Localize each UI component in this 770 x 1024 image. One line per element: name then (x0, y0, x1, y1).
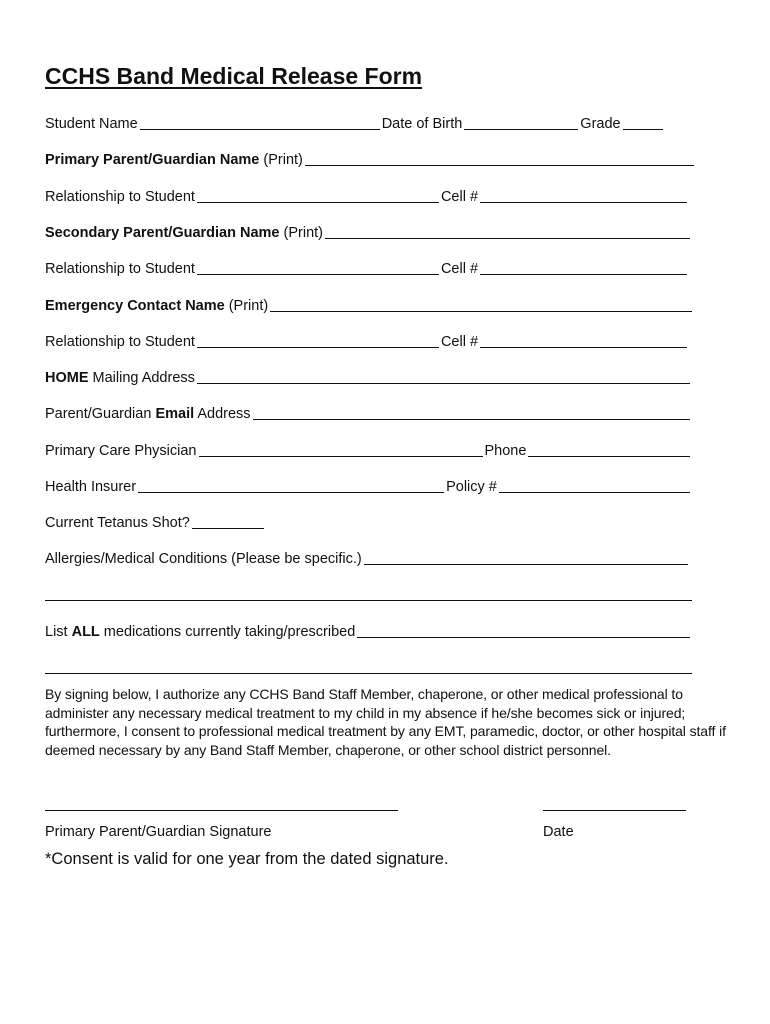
medications-prefix-label: List (45, 624, 72, 640)
home-label: HOME (45, 370, 89, 386)
student-name-label: Student Name (45, 116, 138, 132)
signature-label: Primary Parent/Guardian Signature (45, 824, 272, 840)
mailing-address-label: Mailing Address (88, 370, 195, 386)
secondary-cell-field[interactable] (480, 274, 687, 275)
policy-field[interactable] (499, 492, 690, 493)
primary-cell-label: Cell # (440, 189, 479, 205)
email-suffix-label: Address (194, 406, 251, 422)
physician-row (45, 440, 692, 460)
grade-label: Grade (580, 116, 621, 132)
medications-field[interactable] (357, 637, 690, 638)
email-row (45, 403, 692, 423)
student-name-field[interactable] (140, 129, 380, 130)
date-of-birth-label: Date of Birth (381, 116, 463, 132)
secondary-relationship-label: Relationship to Student (45, 261, 195, 277)
emergency-contact-relationship-row (45, 331, 689, 351)
tetanus-field[interactable] (192, 528, 264, 529)
secondary-guardian-name-row (45, 222, 692, 242)
allergies-label: Allergies/Medical Conditions (Please be specific.) (45, 551, 362, 567)
email-prefix-label: Parent/Guardian (45, 406, 156, 422)
primary-relationship-field[interactable] (197, 202, 439, 203)
health-insurer-field[interactable] (138, 492, 444, 493)
secondary-guardian-name-label: Secondary Parent/Guardian Name (45, 225, 280, 241)
policy-label: Policy # (446, 479, 497, 495)
grade-field[interactable] (623, 129, 663, 130)
emergency-contact-print-note: (Print) (224, 298, 269, 314)
primary-guardian-name-label: Primary Parent/Guardian Name (45, 152, 260, 168)
emergency-contact-name-field[interactable] (270, 311, 692, 312)
primary-guardian-name-row (45, 149, 696, 169)
emergency-relationship-label: Relationship to Student (45, 334, 195, 350)
emergency-cell-field[interactable] (480, 347, 687, 348)
tetanus-row (45, 512, 266, 532)
student-row (45, 113, 685, 133)
emergency-contact-name-label: Emergency Contact Name (45, 298, 225, 314)
phone-field[interactable] (528, 456, 690, 457)
insurance-row (45, 476, 692, 496)
signature-line[interactable] (45, 810, 398, 811)
date-line[interactable] (543, 810, 686, 811)
emergency-cell-label: Cell # (440, 334, 479, 350)
secondary-guardian-relationship-row (45, 258, 689, 278)
health-insurer-label: Health Insurer (45, 479, 137, 495)
primary-guardian-print-note: (Print) (259, 152, 303, 168)
page-title: CCHS Band Medical Release Form (45, 63, 423, 89)
physician-field[interactable] (199, 456, 483, 457)
allergies-row (45, 548, 690, 568)
home-address-field[interactable] (197, 383, 690, 384)
date-of-birth-field[interactable] (464, 129, 578, 130)
medications-bold-label: ALL (71, 624, 100, 640)
primary-relationship-label: Relationship to Student (45, 189, 195, 205)
home-address-row (45, 367, 692, 387)
date-label: Date (543, 824, 574, 840)
allergies-field[interactable] (364, 564, 688, 565)
email-address-field[interactable] (253, 419, 690, 420)
primary-cell-field[interactable] (480, 202, 687, 203)
consent-footnote: *Consent is valid for one year from the dated signature. (45, 850, 449, 868)
primary-guardian-relationship-row (45, 186, 689, 206)
email-bold-label: Email (155, 406, 195, 422)
medications-suffix-label: medications currently taking/prescribed (99, 624, 356, 640)
consent-paragraph: By signing below, I authorize any CCHS Band Staff Member, chaperone, or other medical professional to administer any necessary medical treatment to my child in my absence if he/she becomes sick or injured; furthermore, I consent to professional medical treatment by any EMT, paramedic, doctor, or other hospital staff if deemed necessary by any Band Staff Member, chaperone, or other school district personnel. (45, 686, 726, 758)
medications-row (45, 621, 692, 641)
phone-label: Phone (484, 443, 527, 459)
physician-label: Primary Care Physician (45, 443, 197, 459)
tetanus-label: Current Tetanus Shot? (45, 515, 190, 531)
medications-extra-line[interactable] (45, 673, 692, 674)
emergency-relationship-field[interactable] (197, 347, 439, 348)
primary-guardian-name-field[interactable] (305, 165, 694, 166)
secondary-guardian-name-field[interactable] (325, 238, 690, 239)
allergies-extra-line[interactable] (45, 600, 692, 601)
emergency-contact-name-row (45, 295, 694, 315)
secondary-guardian-print-note: (Print) (279, 225, 323, 241)
secondary-cell-label: Cell # (440, 261, 479, 277)
secondary-relationship-field[interactable] (197, 274, 439, 275)
